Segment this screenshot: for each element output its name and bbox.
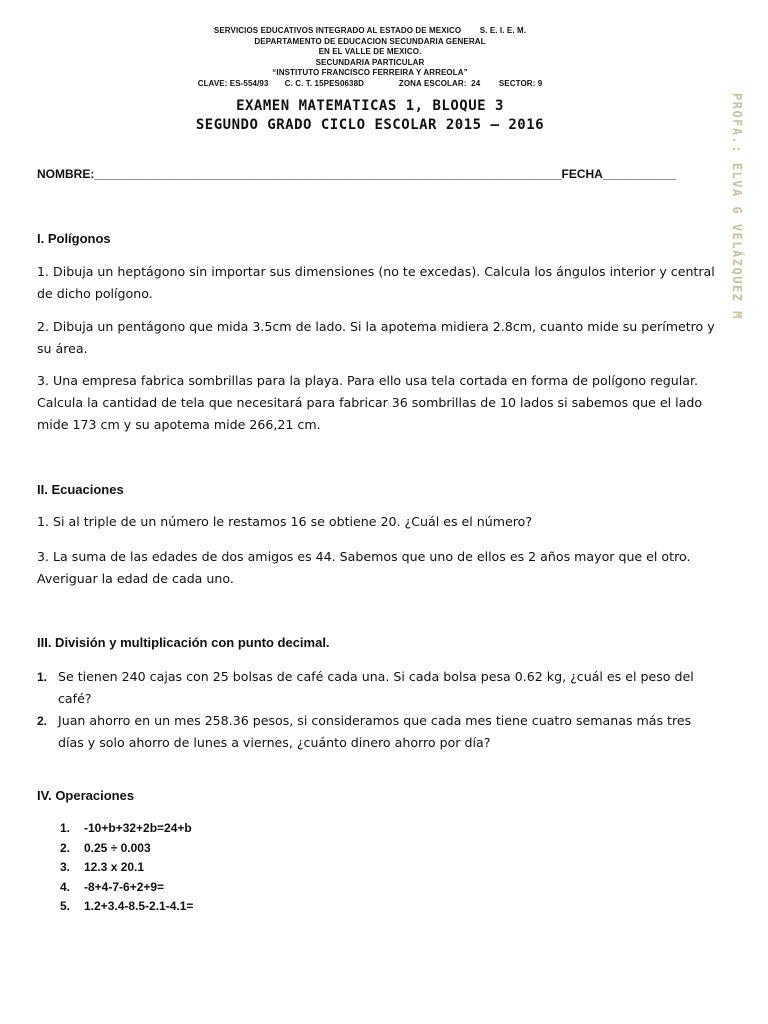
question-poligonos-3: 3. Una empresa fabrica sombrillas para la playa. Para ello usa tela cortada en forma de polígono regular. Calcula la cantidad de tela que necesitará para fabricar 36 sombrillas de 10 lados si sabemos que el lado mide 173 cm y su apotema mide 266,21 cm. [37,373,703,432]
section-title-ecuaciones: II. Ecuaciones [37,482,124,497]
list-item [37,666,717,710]
item-number: 1. [37,670,48,684]
name-date-line: NOMBRE:______________________________________________________________________FECHA___________ [37,167,677,181]
header-line: SECUNDARIA PARTICULAR [315,57,425,67]
header-line: EN EL VALLE DE MEXICO. [318,47,422,57]
item-text: -10+b+32+2b=24+b [84,821,192,835]
teacher-name-vertical: PROFA.: ELVA G VELÁZQUEZ M [730,93,744,320]
item-number: 2. [60,840,71,855]
header-line: DEPARTAMENTO DE EDUCACION SECUNDARIA GENERAL [254,36,486,46]
exam-title: EXAMEN MATEMATICAS 1, BLOQUE 3 [236,98,504,114]
list-item [37,710,717,754]
item-text: Juan ahorro en un mes 258.36 pesos, si consideramos que cada mes tiene cuatro semanas más tres días y solo ahorro de lunes a viernes, ¿cuánto dinero ahorro por día? [58,713,692,750]
section-title-division: III. División y multiplicación con punto decimal. [37,635,330,650]
header-line: SERVICIOS EDUCATIVOS INTEGRADO AL ESTADO DE MEXICO S. E. I. E. M. [213,26,527,35]
header-line: CLAVE: ES-554/93 C. C. T. 15PES0638D ZONA ESCOLAR: 24 SECTOR: 9 [197,78,543,88]
list-item [60,878,193,898]
item-number: 2. [37,714,48,728]
question-ecuaciones-1: 1. Si al triple de un número le restamos 16 se obtiene 20. ¿Cuál es el número? [37,514,533,529]
section-title-poligonos: I. Polígonos [37,231,111,246]
item-number: 5. [60,899,71,913]
list-item [60,897,193,917]
list-item [60,819,193,839]
item-text: 1.2+3.4-8.5-2.1-4.1= [84,899,194,913]
section-title-operaciones: IV. Operaciones [37,788,135,803]
exam-subtitle: SEGUNDO GRADO CICLO ESCOLAR 2015 – 2016 [195,117,545,133]
operations-list [60,819,193,917]
item-number: 4. [60,879,71,894]
header-line: “INSTITUTO FRANCISCO FERREIRA Y ARREOLA” [272,68,468,78]
item-text: -8+4-7-6+2+9= [84,879,165,894]
question-poligonos-1: 1. Dibuja un heptágono sin importar sus dimensiones (no te excedas). Calcula los ángulos interior y central de dicho polígono. [37,264,715,301]
item-number: 1. [60,821,71,835]
item-number: 3. [60,860,71,874]
item-text: Se tienen 240 cajas con 25 bolsas de café cada una. Si cada bolsa pesa 0.62 kg, ¿cuál es el peso del café? [58,669,694,706]
list-item [60,858,193,878]
question-ecuaciones-3: 3. La suma de las edades de dos amigos es 44. Sabemos que uno de ellos es 2 años mayor que el otro. Averiguar la edad de cada uno. [37,549,691,586]
item-text: 12.3 x 20.1 [84,860,145,874]
school-header [0,26,740,90]
division-question-list [37,666,717,754]
item-text: 0.25 ÷ 0.003 [84,840,151,855]
list-item [60,839,193,859]
question-poligonos-2: 2. Dibuja un pentágono que mida 3.5cm de lado. Si la apotema midiera 2.8cm, cuanto mide su perímetro y su área. [37,319,715,356]
